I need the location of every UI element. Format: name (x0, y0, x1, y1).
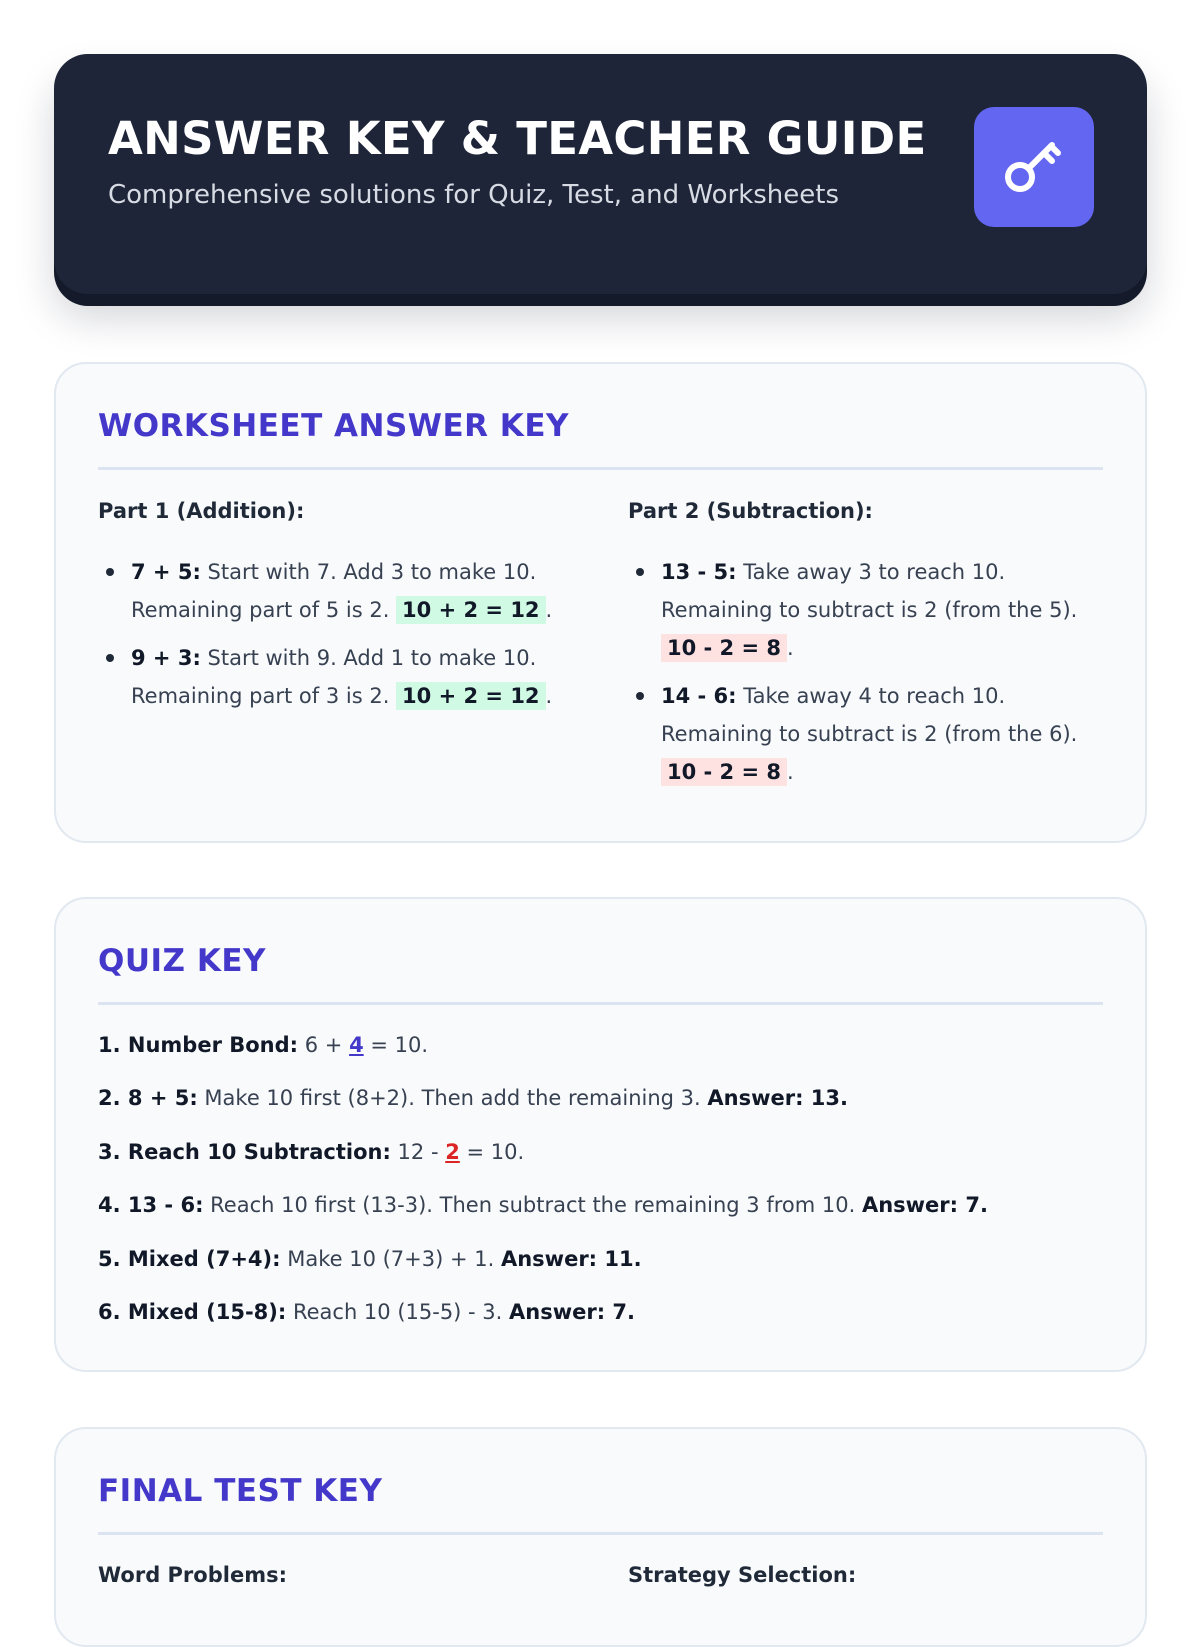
page-subtitle: Comprehensive solutions for Quiz, Test, and Worksheets (108, 180, 840, 210)
part2-heading: Part 2 (Subtraction): (628, 499, 873, 523)
list-item: 14 - 6: Take away 4 to reach 10. Remaining to subtract is 2 (from the 6). 10 - 2 = 8 . (628, 677, 1098, 791)
quiz-item: 1. Number Bond: 6 + 4 = 10. (98, 1033, 429, 1057)
divider (98, 1532, 1103, 1535)
word-problems-heading: Word Problems: (98, 1563, 287, 1587)
part1-list (98, 553, 568, 715)
quiz-item: 2. 8 + 5: Make 10 first (8+2). Then add the remaining 3. Answer: 13. (98, 1086, 849, 1110)
quiz-item: 5. Mixed (7+4): Make 10 (7+3) + 1. Answer: 11. (98, 1247, 642, 1271)
divider (98, 1002, 1103, 1005)
part2-list (628, 553, 1098, 791)
final-test-card-title: FINAL TEST KEY (98, 1473, 383, 1509)
page-header (54, 54, 1147, 294)
worksheet-answer-key-card (54, 362, 1147, 843)
quiz-item: 3. Reach 10 Subtraction: 12 - 2 = 10. (98, 1140, 525, 1164)
list-item: 9 + 3: Start with 9. Add 1 to make 10. Remaining part of 3 is 2. 10 + 2 = 12 . (98, 639, 568, 715)
answer-highlight: 10 - 2 = 8 (661, 758, 787, 786)
divider (98, 467, 1103, 470)
key-icon (1002, 135, 1066, 199)
worksheet-card-title: WORKSHEET ANSWER KEY (98, 408, 569, 444)
quiz-item: 6. Mixed (15-8): Reach 10 (15-5) - 3. Answer: 7. (98, 1300, 636, 1324)
part2-column (628, 499, 1098, 801)
quiz-card-title: QUIZ KEY (98, 943, 266, 979)
list-item: 7 + 5: Start with 7. Add 3 to make 10. Remaining part of 5 is 2. 10 + 2 = 12 . (98, 553, 568, 629)
blank-answer: 2 (445, 1140, 460, 1164)
final-test-key-card (54, 1427, 1147, 1647)
page-title: ANSWER KEY & TEACHER GUIDE (108, 112, 927, 165)
key-badge (974, 107, 1094, 227)
part1-column (98, 499, 568, 725)
strategy-selection-heading: Strategy Selection: (628, 1563, 857, 1587)
answer-highlight: 10 - 2 = 8 (661, 634, 787, 662)
quiz-key-card (54, 897, 1147, 1372)
part1-heading: Part 1 (Addition): (98, 499, 305, 523)
answer-highlight: 10 + 2 = 12 (396, 682, 546, 710)
quiz-item: 4. 13 - 6: Reach 10 first (13-3). Then subtract the remaining 3 from 10. Answer: 7. (98, 1193, 988, 1217)
answer-highlight: 10 + 2 = 12 (396, 596, 546, 624)
list-item: 13 - 5: Take away 3 to reach 10. Remaining to subtract is 2 (from the 5). 10 - 2 = 8 . (628, 553, 1098, 667)
blank-answer: 4 (349, 1033, 364, 1057)
